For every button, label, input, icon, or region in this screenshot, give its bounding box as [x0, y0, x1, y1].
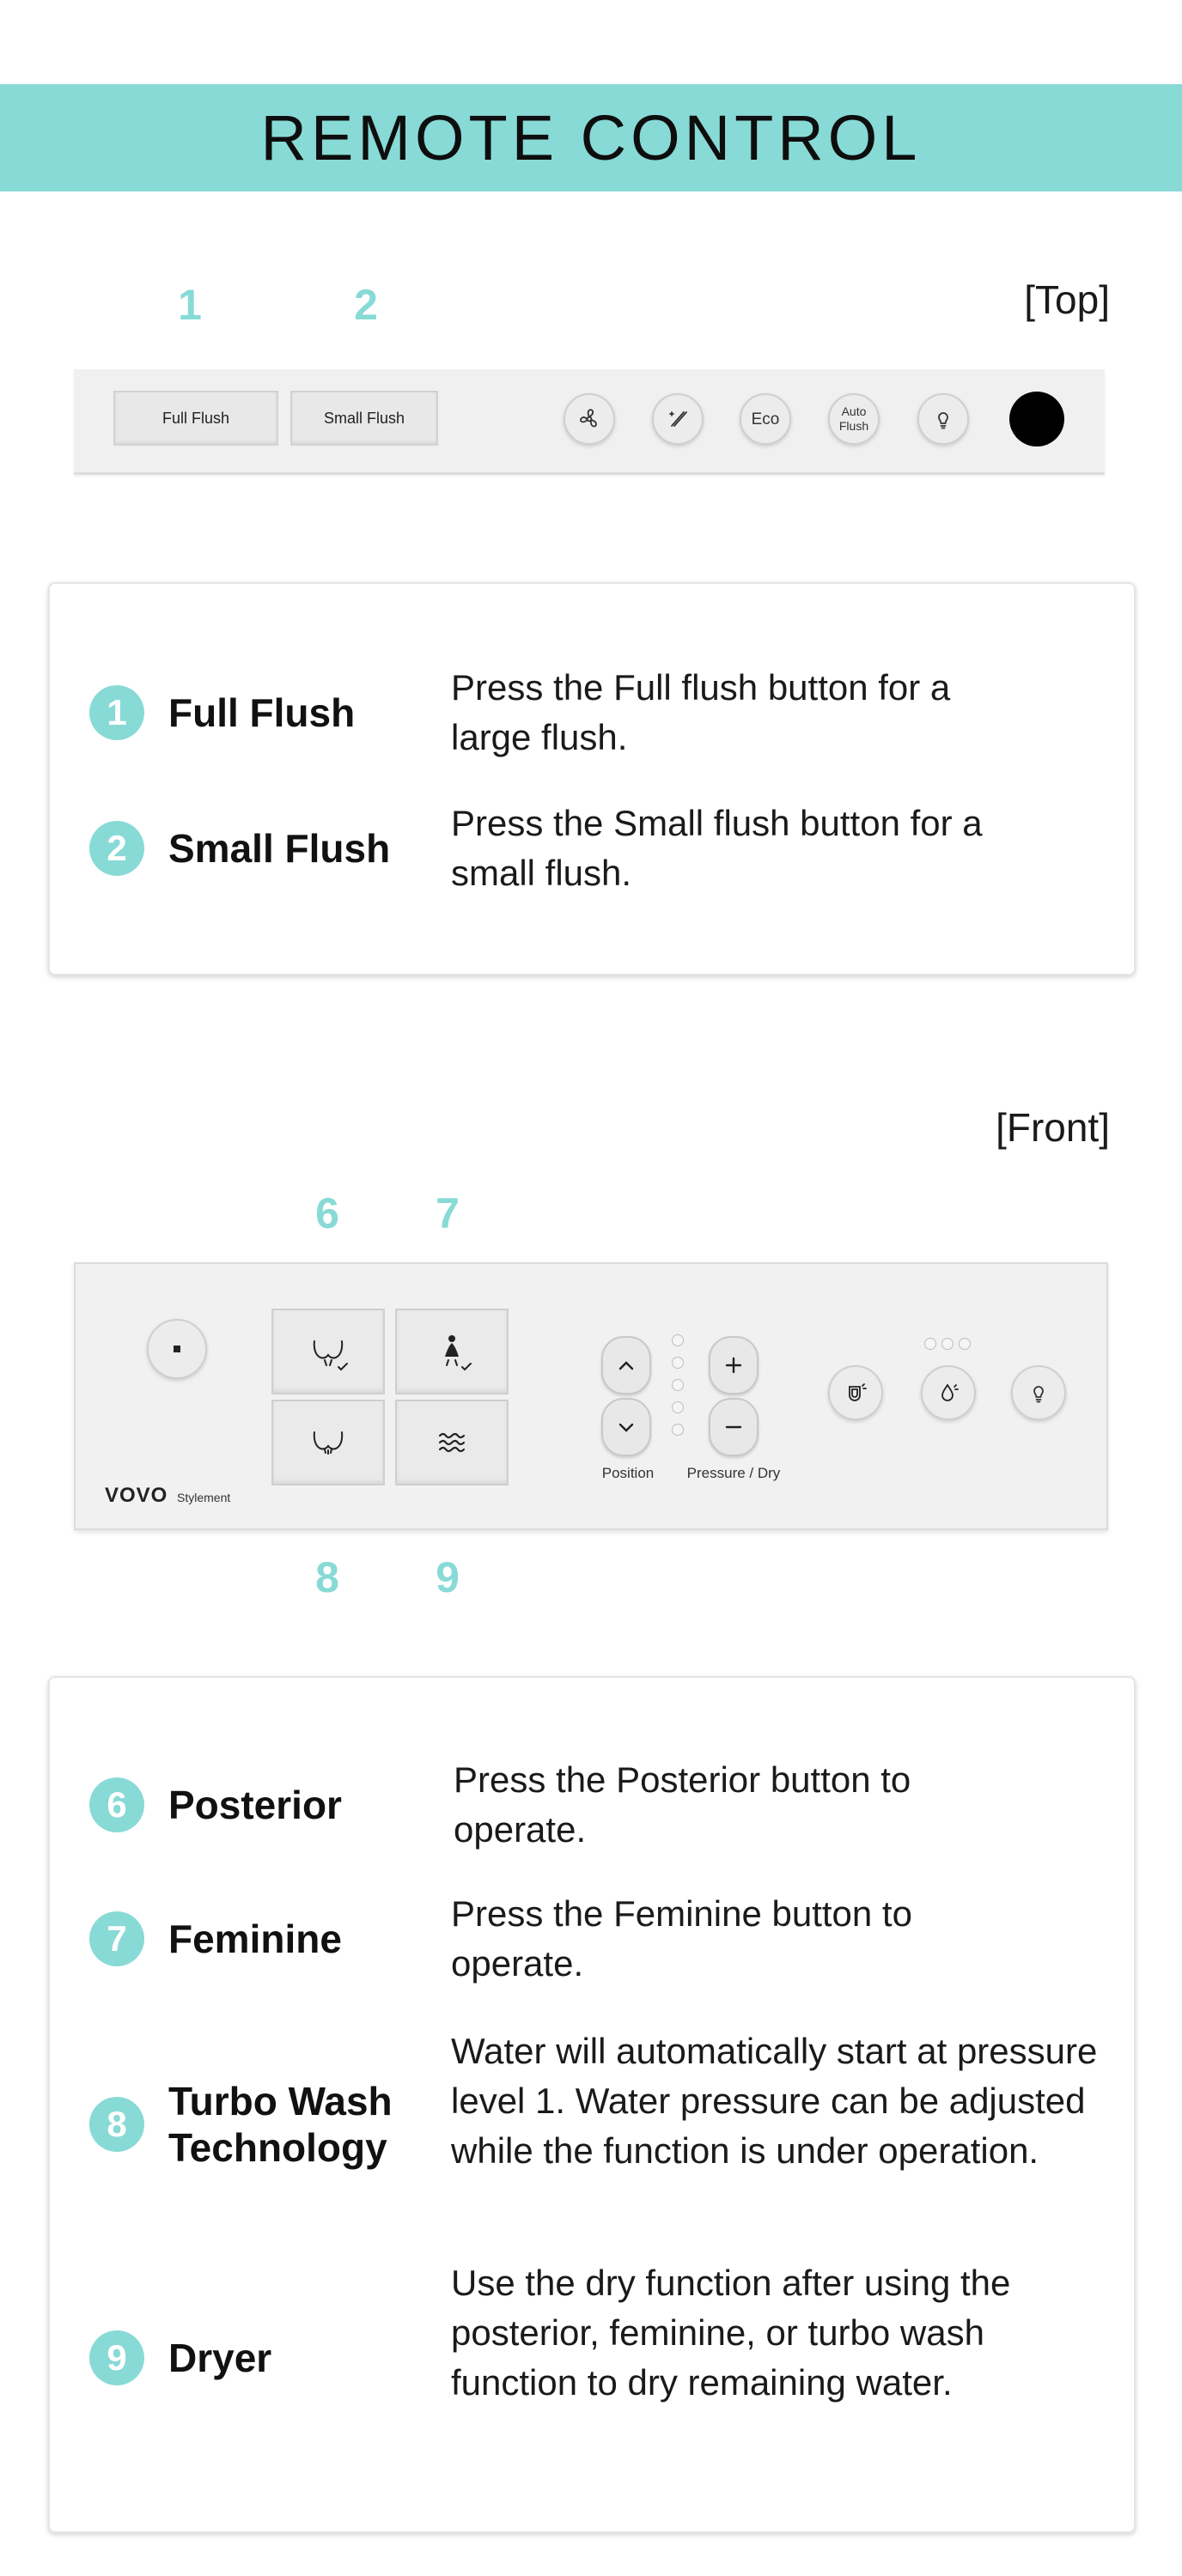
- item-name-feminine: Feminine: [168, 1917, 342, 1961]
- level-indicator-dot: [672, 1379, 684, 1391]
- front-view-label: [Front]: [996, 1105, 1110, 1150]
- badge-1: 1: [89, 685, 144, 740]
- night-light-button[interactable]: [1011, 1365, 1066, 1420]
- level-indicator-dot: [672, 1357, 684, 1369]
- badge-8: 8: [89, 2097, 144, 2152]
- auto-flush-label: Auto Flush: [838, 404, 869, 433]
- position-down-button[interactable]: [601, 1398, 651, 1456]
- level-indicator-dot: [672, 1401, 684, 1413]
- dryer-wave-icon: [428, 1419, 476, 1467]
- posterior-icon: [304, 1327, 352, 1376]
- nozzle-clean-button[interactable]: [828, 1365, 883, 1420]
- stop-icon: [163, 1335, 191, 1363]
- page-title: REMOTE CONTROL: [260, 102, 922, 173]
- nozzle-clean-icon: [842, 1379, 869, 1406]
- bulb-icon: [929, 405, 957, 433]
- plus-icon: [721, 1352, 746, 1378]
- eco-button[interactable]: [740, 393, 791, 445]
- item-name-full-flush: Full Flush: [168, 690, 356, 735]
- item-desc-small-flush: Press the Small flush button for a small flush.: [451, 803, 983, 893]
- item-name-dryer: Dryer: [168, 2336, 272, 2380]
- water-drop-icon: [935, 1379, 962, 1406]
- minus-icon: [721, 1414, 746, 1440]
- stop-button[interactable]: [147, 1319, 207, 1379]
- front-buttons-card: [48, 1676, 1136, 2533]
- brand-logo: VOVO: [105, 1484, 168, 1507]
- remote-front-panel: [74, 1262, 1108, 1530]
- item-name-small-flush: Small Flush: [168, 826, 391, 871]
- posterior-button[interactable]: [271, 1309, 385, 1394]
- fan-button[interactable]: [564, 393, 615, 445]
- pressure-dry-label: Pressure / Dry: [686, 1465, 781, 1481]
- fan-icon: [576, 405, 603, 433]
- badge-9: 9: [89, 2330, 144, 2385]
- eco-label: Eco: [751, 410, 780, 428]
- callout-6: 6: [315, 1189, 339, 1237]
- power-button[interactable]: [1009, 392, 1064, 447]
- turbo-wash-icon: [304, 1419, 352, 1467]
- wand-button[interactable]: [652, 393, 704, 445]
- callout-1: 1: [178, 281, 202, 329]
- position-label: Position: [601, 1465, 655, 1481]
- bulb-icon: [1025, 1379, 1052, 1406]
- item-desc-turbo-wash: Water will automatically start at pressure level 1. Water pressure can be adjusted while the function is under operation.: [451, 2031, 1098, 2171]
- dryer-button[interactable]: [395, 1400, 509, 1485]
- feminine-icon: [428, 1327, 476, 1376]
- temperature-indicator-dot: [924, 1338, 936, 1350]
- pressure-plus-button[interactable]: [709, 1336, 759, 1394]
- top-buttons-card: [48, 582, 1136, 975]
- temperature-indicator-dot: [941, 1338, 954, 1350]
- badge-7: 7: [89, 1911, 144, 1966]
- item-name-posterior: Posterior: [168, 1783, 342, 1827]
- chevron-down-icon: [613, 1414, 639, 1440]
- level-indicator-dot: [672, 1334, 684, 1346]
- model-name: Stylement: [177, 1491, 231, 1504]
- top-view-label: [Top]: [1024, 277, 1110, 322]
- callout-9: 9: [436, 1553, 460, 1601]
- full-flush-button[interactable]: Full Flush: [113, 391, 278, 446]
- feminine-button[interactable]: [395, 1309, 509, 1394]
- temperature-indicator-dot: [959, 1338, 971, 1350]
- position-up-button[interactable]: [601, 1336, 651, 1394]
- chevron-up-icon: [613, 1352, 639, 1378]
- small-flush-button[interactable]: Small Flush: [290, 391, 438, 446]
- item-desc-posterior: Press the Posterior button to operate.: [454, 1759, 911, 1850]
- callout-7: 7: [436, 1189, 460, 1237]
- water-temperature-button[interactable]: [921, 1365, 976, 1420]
- callout-2: 2: [354, 281, 378, 329]
- light-button[interactable]: [917, 393, 969, 445]
- badge-2: 2: [89, 821, 144, 876]
- remote-top-panel: [74, 369, 1105, 475]
- pressure-minus-button[interactable]: [709, 1398, 759, 1456]
- auto-flush-button[interactable]: [828, 393, 880, 445]
- item-desc-dryer: Use the dry function after using the posterior, feminine, or turbo wash function to dry remaining water.: [451, 2263, 1011, 2403]
- badge-6: 6: [89, 1777, 144, 1832]
- turbo-wash-button[interactable]: [271, 1400, 385, 1485]
- callout-8: 8: [315, 1553, 339, 1601]
- level-indicator-dot: [672, 1424, 684, 1436]
- item-name-turbo-wash: Turbo Wash Technology: [168, 2079, 393, 2170]
- wand-icon: [664, 405, 692, 433]
- item-desc-full-flush: Press the Full flush button for a large flush.: [451, 667, 951, 757]
- item-desc-feminine: Press the Feminine button to operate.: [451, 1893, 912, 1984]
